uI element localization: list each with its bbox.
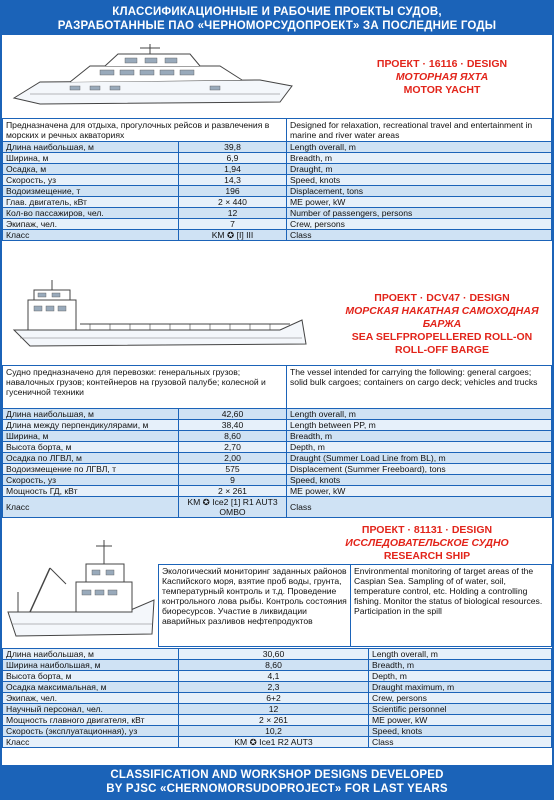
param-en: Depth, m [287,442,552,453]
param-en: Length overall, m [369,649,552,660]
table-row [3,704,552,715]
param-value: 8,60 [179,431,287,442]
param-en: Class [369,737,552,748]
param-ru: Кол-во пассажиров, чел. [3,208,179,219]
param-en: Speed, knots [287,475,552,486]
param-en: Number of passengers, persons [287,208,552,219]
param-value: 12 [179,208,287,219]
param-ru: Длина между перпендикулярами, м [3,420,179,431]
param-ru: Скорость, уз [3,475,179,486]
description-ru: Предназначена для отдыха, прогулочных рейсов и развлечения в морских и речных акваториях [3,119,287,142]
param-ru: Длина наибольшая, м [3,409,179,420]
param-value: 2 × 261 [179,715,369,726]
param-en: Displacement (Summer Freeboard), tons [287,464,552,475]
param-value: KM ✪ Ice1 R2 AUT3 [179,737,369,748]
param-ru: Осадка по ЛГВЛ, м [3,453,179,464]
param-ru: Класс [3,497,179,518]
param-en: Scientific personnel [369,704,552,715]
param-en: Breadth, m [369,660,552,671]
spec-table [2,118,552,241]
param-en: Length between PP, m [287,420,552,431]
description-en: The vessel intended for carrying the following: general cargoes; solid bulk cargoes; containers on cargo deck; vehicles and trucks [287,366,552,409]
param-en: ME power, kW [369,715,552,726]
project-name-en: RESEARCH SHIP [383,550,471,562]
param-en: Crew, persons [369,693,552,704]
param-ru: Скорость, уз [3,175,179,186]
project-name-ru: МОТОРНАЯ ЯХТА [395,71,489,83]
page-header [2,2,552,35]
table-row [3,660,552,671]
param-value: 8,60 [179,660,369,671]
param-value: 12 [179,704,369,715]
table-row [3,464,552,475]
param-en: Breadth, m [287,153,552,164]
footer-line-1: CLASSIFICATION AND WORKSHOP DESIGNS DEVELOPED [110,769,444,781]
barge-drawing [10,280,310,356]
param-value: 42,60 [179,409,287,420]
param-value: 2,3 [179,682,369,693]
footer-line-2: BY PJSC «CHERNOMORSUDOPROJECT» FOR LAST YEARS [106,783,448,795]
param-en: Draught, m [287,164,552,175]
motor-yacht-drawing [10,42,300,120]
project-name-ru: ИССЛЕДОВАТЕЛЬСКОЕ СУДНО [345,537,509,549]
param-ru: Ширина наибольшая, м [3,660,179,671]
param-ru: Научный персонал, чел. [3,704,179,715]
project-16116-section [2,34,552,266]
table-row [3,142,552,153]
param-en: ME power, kW [287,486,552,497]
param-value: 7 [179,219,287,230]
table-row [3,715,552,726]
spec-table [2,365,552,518]
param-ru: Экипаж, чел. [3,219,179,230]
param-value: KM ✪ [I] III [179,230,287,241]
table-row [3,442,552,453]
table-row [3,230,552,241]
table-row [3,164,552,175]
table-row [3,649,552,660]
project-code: ПРОЕКТ · 81131 · DESIGN [361,524,493,536]
param-ru: Длина наибольшая, м [3,142,179,153]
description-en: Environmental monitoring of target areas of the Caspian Sea. Sampling of of water, soil, temperature control, etc. Holding a controlling fishing. Monitor the status of biological resources. Participation in the spill [351,565,552,647]
project-name-en: MOTOR YACHT [403,84,481,96]
param-en: Class [287,497,552,518]
param-ru: Скорость (эксплуатационная), уз [3,726,179,737]
param-value: 4,1 [179,671,369,682]
param-en: Crew, persons [287,219,552,230]
table-row [3,208,552,219]
project-name-en: SEA SELFPROPELLERED ROLL-ON ROLL-OFF BARGE [351,331,533,356]
project-dcv47-section [2,280,552,520]
project-code: ПРОЕКТ · DCV47 · DESIGN [374,292,510,304]
header-line-1: КЛАССИФИКАЦИОННЫЕ И РАБОЧИЕ ПРОЕКТЫ СУДОВ, [112,6,442,18]
description-en: Designed for relaxation, recreational travel and entertainment in marine and river water areas [287,119,552,142]
param-en: Speed, knots [287,175,552,186]
table-row [3,486,552,497]
project-16116-title [342,58,542,97]
param-ru: Мощность ГД, кВт [3,486,179,497]
table-row [3,420,552,431]
project-name-ru: МОРСКАЯ НАКАТНАЯ САМОХОДНАЯ БАРЖА [345,305,539,330]
research-ship-drawing [6,534,156,642]
param-en: Draught (Summer Load Line from BL), m [287,453,552,464]
param-ru: Мощность главного двигателя, кВт [3,715,179,726]
param-value: 38,40 [179,420,287,431]
param-value: 9 [179,475,287,486]
param-en: ME power, kW [287,197,552,208]
param-ru: Класс [3,737,179,748]
param-value: KM ✪ Ice2 [1] R1 AUT3 OMBO [179,497,287,518]
table-row [3,431,552,442]
param-ru: Осадка, м [3,164,179,175]
param-en: Displacement, tons [287,186,552,197]
param-value: 1,94 [179,164,287,175]
param-value: 2 × 261 [179,486,287,497]
table-row [3,153,552,164]
param-en: Draught maximum, m [369,682,552,693]
table-row [3,186,552,197]
param-value: 2 × 440 [179,197,287,208]
param-value: 14,3 [179,175,287,186]
param-en: Length overall, m [287,142,552,153]
param-value: 6+2 [179,693,369,704]
param-value: 2,70 [179,442,287,453]
param-ru: Высота борта, м [3,671,179,682]
page-footer [2,765,552,798]
param-ru: Ширина, м [3,431,179,442]
param-value: 30,60 [179,649,369,660]
table-row [3,475,552,486]
param-value: 2,00 [179,453,287,464]
project-dcv47-title [342,292,542,357]
table-row [3,693,552,704]
param-en: Class [287,230,552,241]
param-value: 39,8 [179,142,287,153]
param-value: 6,9 [179,153,287,164]
table-row [3,726,552,737]
table-row [3,409,552,420]
param-en: Depth, m [369,671,552,682]
param-ru: Осадка максимальная, м [3,682,179,693]
param-ru: Длина наибольшая, м [3,649,179,660]
table-row [3,737,552,748]
project-81131-title [312,524,542,563]
table-row [3,671,552,682]
table-row [3,682,552,693]
table-row [3,453,552,464]
table-row [3,175,552,186]
param-value: 575 [179,464,287,475]
project-code: ПРОЕКТ · 16116 · DESIGN [376,58,508,70]
param-ru: Класс [3,230,179,241]
description-table [158,564,552,647]
spec-table [2,648,552,748]
header-line-2: РАЗРАБОТАННЫЕ ПАО «ЧЕРНОМОРСУДОПРОЕКТ» ЗА ПОСЛЕДНИЕ ГОДЫ [57,20,497,32]
table-row [3,219,552,230]
param-ru: Экипаж, чел. [3,693,179,704]
param-ru: Глав. двигатель, кВт [3,197,179,208]
table-row [3,197,552,208]
param-value: 10,2 [179,726,369,737]
param-ru: Высота борта, м [3,442,179,453]
table-row [3,497,552,518]
param-ru: Водоизмещение, т [3,186,179,197]
param-ru: Ширина, м [3,153,179,164]
description-ru: Экологический мониторинг заданных районов Каспийского моря, взятие проб воды, грунта, температурный контроль и т.д. Проведение контрольного лова рыбы. Контроль состояния биоресурсов. Участие в ликвидации аварийных разливов нефтепродуктов [159,565,351,647]
param-en: Speed, knots [369,726,552,737]
param-en: Length overall, m [287,409,552,420]
description-ru: Судно предназначено для перевозки: генеральных грузов; навалочных грузов; контейнеров на грузовой палубе; колесной и гусеничной техники [3,366,287,409]
project-81131-section [2,520,552,770]
param-ru: Водоизмещение по ЛГВЛ, т [3,464,179,475]
param-value: 196 [179,186,287,197]
param-en: Breadth, m [287,431,552,442]
